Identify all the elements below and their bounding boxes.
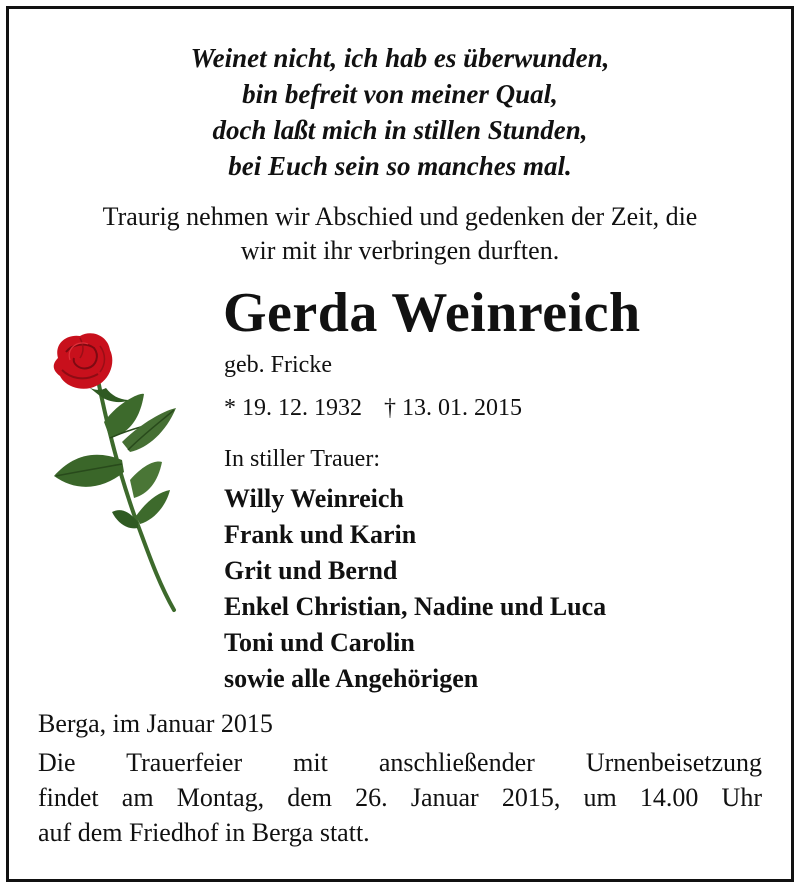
poem-line: Weinet nicht, ich hab es überwunden, [190, 43, 610, 73]
mourners-list [224, 481, 606, 697]
red-rose-icon [40, 330, 200, 620]
birth-date: * 19. 12. 1932 [224, 395, 362, 421]
mourner-name: Frank und Karin [224, 520, 417, 549]
mourner-name: Toni und Carolin [224, 628, 415, 657]
mourner-name: Enkel Christian, Nadine und Luca [224, 592, 607, 621]
poem-line: bei Euch sein so manches mal. [228, 151, 572, 181]
maiden-name: geb. Fricke [224, 352, 332, 378]
intro-line: Traurig nehmen wir Abschied und gedenken der Zeit, die [102, 202, 698, 231]
intro-line: wir mit ihr verbringen durften. [240, 236, 560, 265]
poem [0, 40, 800, 184]
intro-text [0, 200, 800, 268]
mourner-name: Grit und Bernd [224, 556, 398, 585]
deceased-name: Gerda Weinreich [223, 282, 641, 344]
mourning-label: In stiller Trauer: [224, 446, 380, 472]
ceremony-line: Die Trauerfeier mit anschließender Urnenbeisetzung [38, 748, 762, 777]
mourner-name: sowie alle Angehörigen [224, 664, 479, 693]
ceremony-line: findet am Montag, dem 26. Januar 2015, um 14.00 Uhr [38, 783, 762, 812]
ceremony-line: auf dem Friedhof in Berga statt. [38, 818, 370, 847]
life-dates [224, 393, 522, 423]
place-date: Berga, im Januar 2015 [38, 709, 273, 738]
poem-line: doch laßt mich in stillen Stunden, [212, 115, 588, 145]
poem-line: bin befreit von meiner Qual, [242, 79, 558, 109]
mourner-name: Willy Weinreich [224, 484, 404, 513]
death-date: † 13. 01. 2015 [384, 395, 522, 421]
ceremony-info [38, 745, 762, 850]
